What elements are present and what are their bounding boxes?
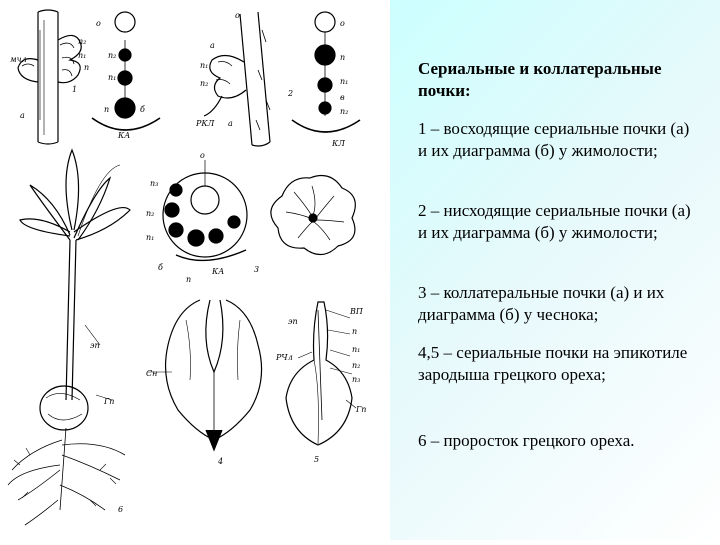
label-ka-3b: КА [212, 267, 225, 276]
label-pchl-5: РЧл [276, 353, 293, 362]
label-b-1b: б [140, 105, 145, 114]
diagram-1b [92, 12, 160, 130]
label-a-2a: а [210, 41, 215, 50]
label-n4: 4 [218, 457, 224, 466]
bulb-3a [271, 176, 355, 255]
diagram-3b [163, 160, 247, 260]
label-vp-5: ВП [350, 307, 363, 316]
label-b-3b: б [158, 263, 163, 272]
label-p2-3b: п₂ [146, 209, 155, 218]
seedling-6 [8, 150, 130, 525]
label-p1-2b: п₁ [340, 77, 349, 86]
label-p-5: п [352, 327, 358, 336]
label-n3: 3 [254, 265, 260, 274]
embryo-4 [148, 300, 262, 450]
label-o-1b: о [96, 19, 101, 28]
caption-1: 1 – восходящие сериальные почки (а) и их диаграмма (б) у жимолости; [418, 119, 690, 160]
caption-6: 6 – проросток грецкого ореха. [418, 431, 635, 450]
label-a-1a: а [20, 111, 25, 120]
label-p2-1b: п₂ [108, 51, 117, 60]
stem-1a [18, 10, 81, 144]
label-n1: 1 [72, 85, 78, 94]
label-n2: 2 [288, 89, 294, 98]
label-mchl: мчл [10, 55, 27, 64]
label-p-1a: п [84, 63, 90, 72]
label-p3-3b: п₃ [150, 179, 159, 188]
label-rkl: РКЛ [196, 119, 215, 128]
label-ka-1b: КА [118, 131, 131, 140]
label-p2-2b: п₂ [340, 107, 349, 116]
label-p-2b: п [340, 53, 346, 62]
caption-3: 3 – коллатеральные почки (а) и их диаграмма (б) у чеснока; [418, 283, 665, 324]
label-p1-3b: п₁ [146, 233, 155, 242]
label-o-3b: о [200, 151, 205, 160]
label-p-1b: п [104, 105, 110, 114]
label-p2-5: п₂ [352, 361, 361, 370]
label-p1-1b: п₁ [108, 73, 117, 82]
label-n5: 5 [314, 455, 320, 464]
label-p1-1a: п₁ [78, 51, 87, 60]
diagram-2b [292, 12, 360, 132]
label-o-2a: о [235, 11, 240, 20]
label-p1-2a: п₁ [200, 61, 209, 70]
caption-2: 2 – нисходящие сериальные почки (а) и их диаграмма (б) у жимолости; [418, 201, 691, 242]
label-n6: 6 [118, 505, 124, 514]
slide-title: Сериальные и коллатеральные почки: [418, 59, 662, 100]
label-p3-5: п₃ [352, 375, 361, 384]
label-o-2b: о [340, 19, 345, 28]
label-gp-6: Гп [104, 397, 115, 406]
label-p1-5: п₁ [352, 345, 361, 354]
label-v-2b: в [340, 93, 345, 102]
label-p2-2a: п₂ [200, 79, 209, 88]
label-kl-2b: КЛ [332, 139, 345, 148]
label-sn-4: Сн [146, 369, 158, 378]
label-p-3b: п [186, 275, 192, 284]
label-p2-1a: п₂ [78, 37, 87, 46]
caption-4-5: 4,5 – сериальные почки на эпикотиле зародыша грецкого ореха; [418, 343, 688, 384]
label-a2-2a: а [228, 119, 233, 128]
label-ep-6: эп [90, 341, 100, 350]
label-gp-5: Гп [356, 405, 367, 414]
label-ep-5: эп [288, 317, 298, 326]
